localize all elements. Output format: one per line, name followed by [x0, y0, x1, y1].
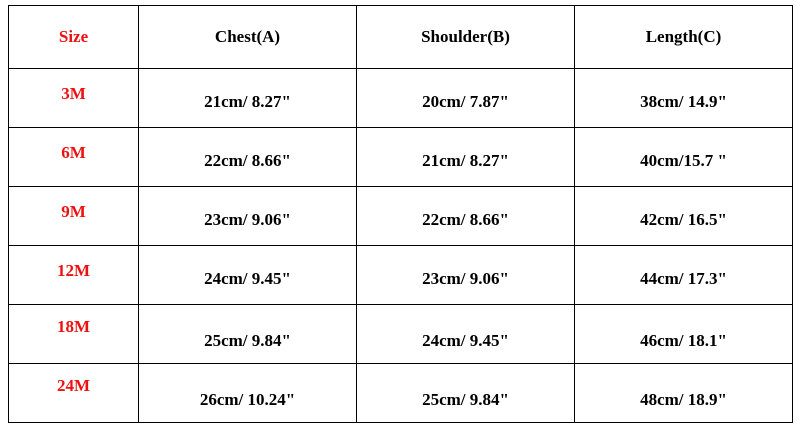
column-header-size: Size: [9, 6, 139, 69]
table-row: [9, 128, 793, 187]
table-row: [9, 364, 793, 423]
cell-length: [575, 128, 793, 187]
table-body: [9, 69, 793, 423]
cell-size-text: 6M: [61, 143, 86, 162]
cell-size-text: 12M: [56, 261, 91, 280]
cell-chest: [139, 246, 357, 305]
cell-size-text: 24M: [56, 376, 91, 395]
cell-length: [575, 69, 793, 128]
cell-chest-text: 24cm/ 9.45": [204, 269, 291, 288]
cell-size: [9, 305, 139, 364]
cell-length-text: 44cm/ 17.3": [640, 269, 727, 288]
table-header: [9, 6, 793, 69]
cell-length-text: 46cm/ 18.1": [640, 331, 727, 350]
table-header-row: [9, 6, 793, 69]
table-row: [9, 187, 793, 246]
cell-shoulder: [357, 187, 575, 246]
cell-size: [9, 364, 139, 423]
column-header-length: Length(C): [575, 6, 793, 69]
cell-shoulder: [357, 305, 575, 364]
cell-length: [575, 364, 793, 423]
cell-length: [575, 246, 793, 305]
cell-shoulder: [357, 69, 575, 128]
cell-shoulder-text: 24cm/ 9.45": [422, 331, 509, 350]
cell-shoulder-text: 23cm/ 9.06": [422, 269, 509, 288]
size-chart-table: [8, 5, 793, 423]
cell-length-text: 40cm/15.7 ": [640, 151, 727, 170]
cell-chest-text: 23cm/ 9.06": [204, 210, 291, 229]
cell-chest: [139, 187, 357, 246]
cell-shoulder-text: 25cm/ 9.84": [422, 390, 509, 409]
cell-size: [9, 69, 139, 128]
table-row: [9, 246, 793, 305]
cell-shoulder: [357, 246, 575, 305]
cell-length: [575, 305, 793, 364]
cell-chest-text: 21cm/ 8.27": [204, 92, 291, 111]
column-header-chest: Chest(A): [139, 6, 357, 69]
cell-chest-text: 22cm/ 8.66": [204, 151, 291, 170]
cell-chest-text: 26cm/ 10.24": [199, 390, 296, 409]
table-row: [9, 305, 793, 364]
cell-length-text: 42cm/ 16.5": [640, 210, 727, 229]
cell-chest-text: 25cm/ 9.84": [204, 331, 291, 350]
cell-shoulder: [357, 128, 575, 187]
cell-length-text: 48cm/ 18.9": [640, 390, 727, 409]
cell-shoulder-text: 22cm/ 8.66": [422, 210, 509, 229]
cell-chest: [139, 364, 357, 423]
cell-chest: [139, 128, 357, 187]
cell-length: [575, 187, 793, 246]
column-header-shoulder: Shoulder(B): [357, 6, 575, 69]
cell-size-text: 3M: [61, 84, 86, 103]
cell-chest: [139, 305, 357, 364]
cell-shoulder-text: 20cm/ 7.87": [422, 92, 509, 111]
table-row: [9, 69, 793, 128]
cell-size: [9, 246, 139, 305]
cell-size-text: 18M: [56, 317, 91, 336]
cell-size: [9, 187, 139, 246]
cell-shoulder: [357, 364, 575, 423]
cell-size-text: 9M: [61, 202, 86, 221]
cell-length-text: 38cm/ 14.9": [640, 92, 727, 111]
cell-chest: [139, 69, 357, 128]
cell-size: [9, 128, 139, 187]
cell-shoulder-text: 21cm/ 8.27": [422, 151, 509, 170]
